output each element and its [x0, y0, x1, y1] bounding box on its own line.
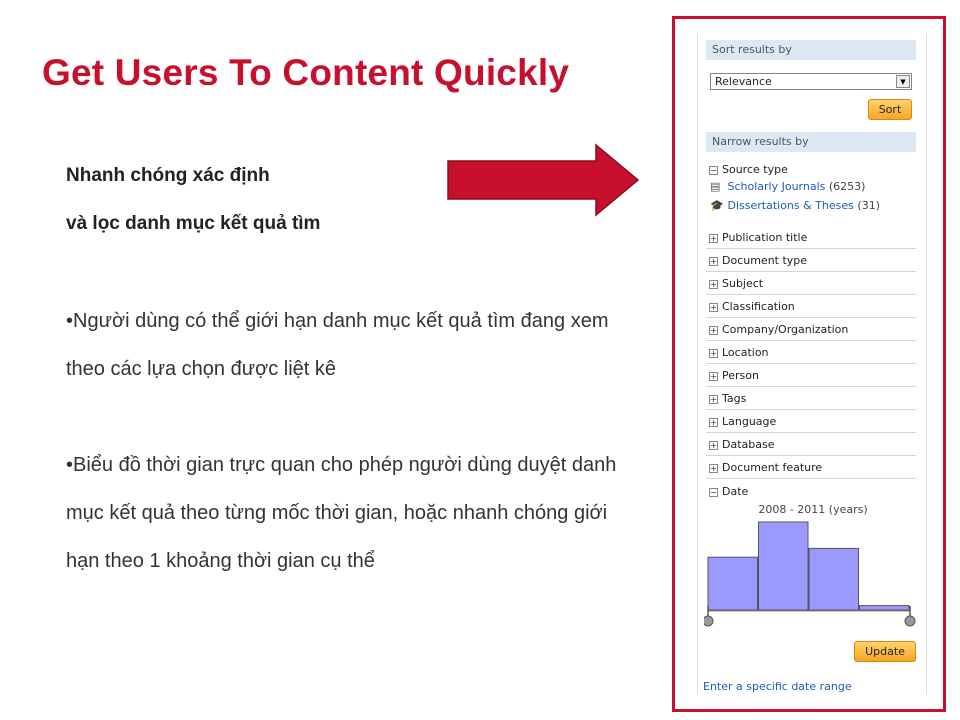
subhead-line-1: Nhanh chóng xác định [66, 165, 270, 186]
source-item-label[interactable]: Dissertations & Theses [727, 199, 854, 212]
histogram-bar-2011[interactable] [860, 606, 910, 610]
chevron-down-icon[interactable]: ▼ [896, 75, 910, 88]
expand-icon[interactable]: + [710, 303, 717, 312]
facet-language[interactable] [706, 410, 916, 433]
histogram-bar-2008[interactable] [708, 557, 758, 610]
source-item-dissertations[interactable] [710, 199, 880, 212]
facet-label: Subject [722, 277, 764, 290]
sort-results-header: Sort results by [706, 40, 916, 60]
facet-location[interactable] [706, 341, 916, 364]
specific-date-range-link[interactable]: Enter a specific date range [703, 680, 852, 693]
expand-icon[interactable]: + [710, 395, 717, 404]
bullet-2-text: •Biểu đồ thời gian trực quan cho phép người dùng duyệt danh mục kết quả theo từng mốc thời gian, hoặc nhanh chóng giới hạn theo 1 khoảng thời gian cụ thể [66, 454, 617, 572]
source-item-label[interactable]: Scholarly Journals [727, 180, 826, 193]
facet-document-feature[interactable] [706, 456, 916, 479]
narrow-results-header: Narrow results by [706, 132, 916, 152]
expand-icon[interactable]: + [710, 418, 717, 427]
date-histogram[interactable] [704, 520, 916, 630]
source-item-scholarly-journals[interactable] [710, 180, 865, 193]
facet-person[interactable] [706, 364, 916, 387]
facet-label: Document feature [722, 461, 823, 474]
journal-icon: ▤ [710, 180, 721, 193]
update-button[interactable]: Update [854, 641, 916, 662]
expand-icon[interactable]: + [710, 441, 717, 450]
histogram-bar-2009[interactable] [759, 522, 809, 610]
graduation-cap-icon: 🎓 [710, 199, 724, 212]
facet-label: Database [722, 438, 775, 451]
histogram-bar-2010[interactable] [809, 548, 859, 610]
facet-subject[interactable] [706, 272, 916, 295]
facet-source-type[interactable] [706, 163, 788, 176]
expand-icon[interactable]: + [710, 464, 717, 473]
facet-company-organization[interactable] [706, 318, 916, 341]
slide-title: Get Users To Content Quickly [42, 52, 570, 93]
expand-icon[interactable]: + [710, 234, 717, 243]
facet-label: Company/Organization [722, 323, 849, 336]
facet-document-type[interactable] [706, 249, 916, 272]
bullet-timeline [66, 441, 626, 585]
refine-panel [697, 34, 927, 694]
sort-select-value: Relevance [715, 75, 772, 88]
expand-icon[interactable]: + [710, 372, 717, 381]
facet-date-label: Date [722, 485, 749, 498]
facet-label: Document type [722, 254, 808, 267]
red-arrow-icon [446, 143, 640, 217]
expand-icon[interactable]: + [710, 349, 717, 358]
facet-label: Classification [722, 300, 795, 313]
subhead-line-2: và lọc danh mục kết quả tìm [66, 213, 321, 234]
facet-tags[interactable] [706, 387, 916, 410]
source-item-count: (6253) [828, 180, 866, 193]
source-item-count: (31) [857, 199, 880, 212]
date-range-label: 2008 - 2011 (years) [758, 503, 868, 516]
bullet-limit-results [66, 297, 626, 393]
facet-label: Language [722, 415, 777, 428]
facet-label: Person [722, 369, 759, 382]
facet-label: Tags [722, 392, 747, 405]
facet-date[interactable] [706, 485, 748, 498]
facet-label: Publication title [722, 231, 808, 244]
facet-source-type-label: Source type [722, 163, 788, 176]
bullet-1-text: •Người dùng có thể giới hạn danh mục kết quả tìm đang xem theo các lựa chọn được liệt kê [66, 310, 609, 380]
sort-button[interactable]: Sort [868, 99, 912, 120]
facet-publication-title[interactable] [706, 226, 916, 249]
expand-icon[interactable]: + [710, 257, 717, 266]
collapse-icon[interactable]: − [710, 488, 717, 497]
expand-icon[interactable]: + [710, 326, 717, 335]
collapse-icon[interactable]: − [710, 166, 717, 175]
sort-select[interactable] [710, 73, 912, 90]
facet-database[interactable] [706, 433, 916, 456]
facet-label: Location [722, 346, 769, 359]
expand-icon[interactable]: + [710, 280, 717, 289]
facet-classification[interactable] [706, 295, 916, 318]
